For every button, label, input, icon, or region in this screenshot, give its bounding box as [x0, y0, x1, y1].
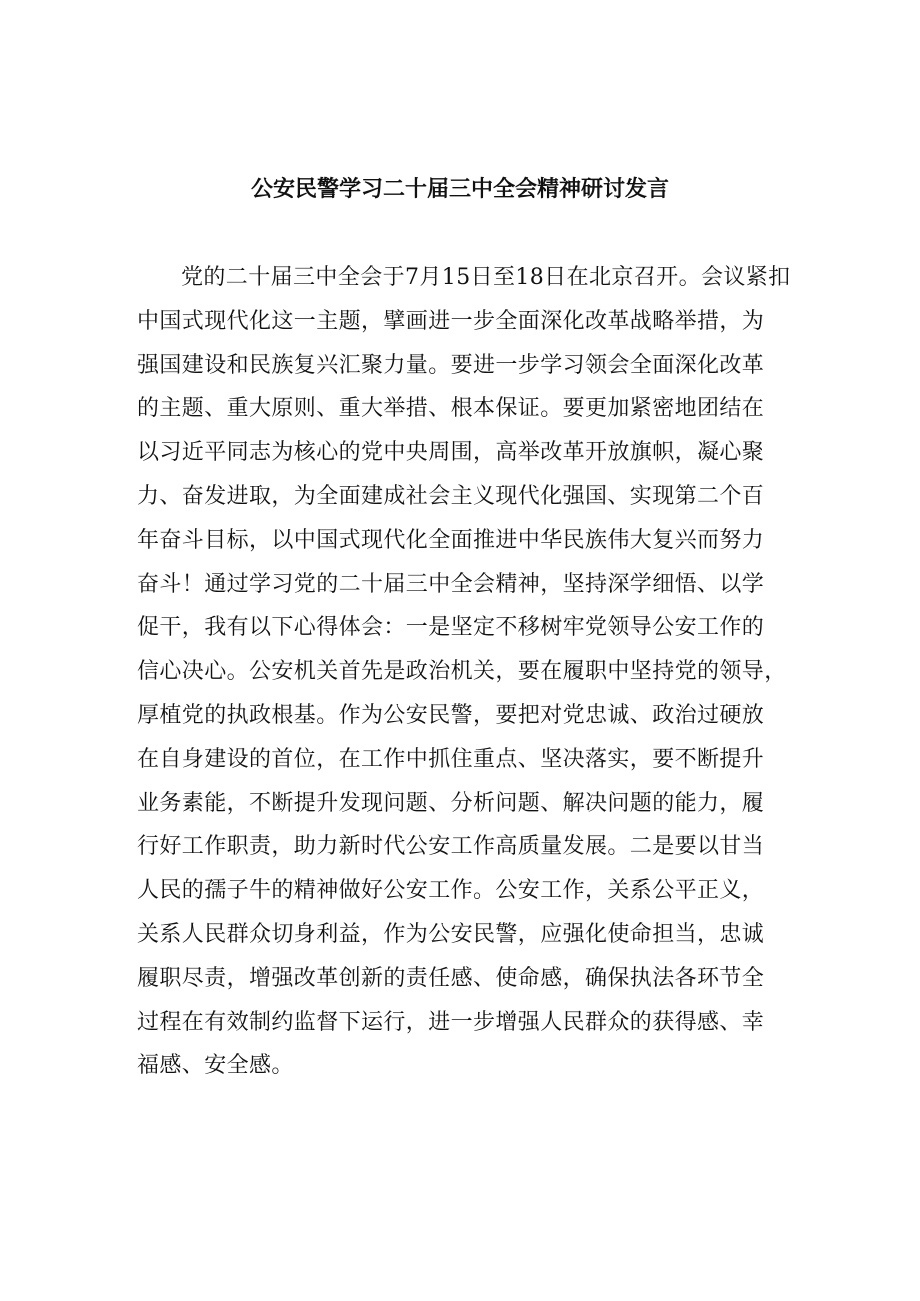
body-line: 人民的孺子牛的精神做好公安工作。公安工作，关系公平正义，	[137, 878, 765, 904]
body-line: 信心决心。公安机关首先是政治机关，要在履职中坚持党的领导，	[137, 659, 787, 685]
body-line: 以习近平同志为核心的党中央周围，高举改革开放旗帜，凝心聚	[137, 440, 765, 466]
body-line: 的主题、重大原则、重大举措、根本保证。要更加紧密地团结在	[137, 396, 765, 422]
body-line: 奋斗！通过学习党的二十届三中全会精神，坚持深学细悟、以学	[137, 571, 765, 597]
body-line: 党的二十届三中全会于7月15日至18日在北京召开。会议紧扣	[181, 265, 791, 290]
body-line: 业务素能，不断提升发现问题、分析问题、解决问题的能力，履	[137, 790, 765, 816]
body-line: 关系人民群众切身利益，作为公安民警，应强化使命担当，忠诚	[137, 921, 765, 947]
body-line: 在自身建设的首位，在工作中抓住重点、坚决落实，要不断提升	[137, 746, 765, 772]
body-line: 厚植党的执政根基。作为公安民警，要把对党忠诚、政治过硬放	[137, 702, 765, 728]
body-line: 中国式现代化这一主题，擘画进一步全面深化改革战略举措，为	[137, 308, 765, 334]
body-line: 行好工作职责，助力新时代公安工作高质量发展。二是要以甘当	[137, 834, 765, 860]
body-line: 过程在有效制约监督下运行，进一步增强人民群众的获得感、幸	[137, 1009, 765, 1035]
document-title: 公安民警学习二十届三中全会精神研讨发言	[250, 177, 669, 202]
body-line: 力、奋发进取，为全面建成社会主义现代化强国、实现第二个百	[137, 483, 765, 509]
body-line: 强国建设和民族复兴汇聚力量。要进一步学习领会全面深化改革	[137, 352, 765, 378]
document-body	[137, 256, 791, 1088]
body-line: 履职尽责，增强改革创新的责任感、使命感，确保执法各环节全	[137, 965, 765, 991]
body-line: 福感、安全感。	[137, 1053, 294, 1079]
body-line: 年奋斗目标，以中国式现代化全面推进中华民族伟大复兴而努力	[137, 527, 765, 553]
body-line: 促干，我有以下心得体会：一是坚定不移树牢党领导公安工作的	[137, 615, 765, 641]
